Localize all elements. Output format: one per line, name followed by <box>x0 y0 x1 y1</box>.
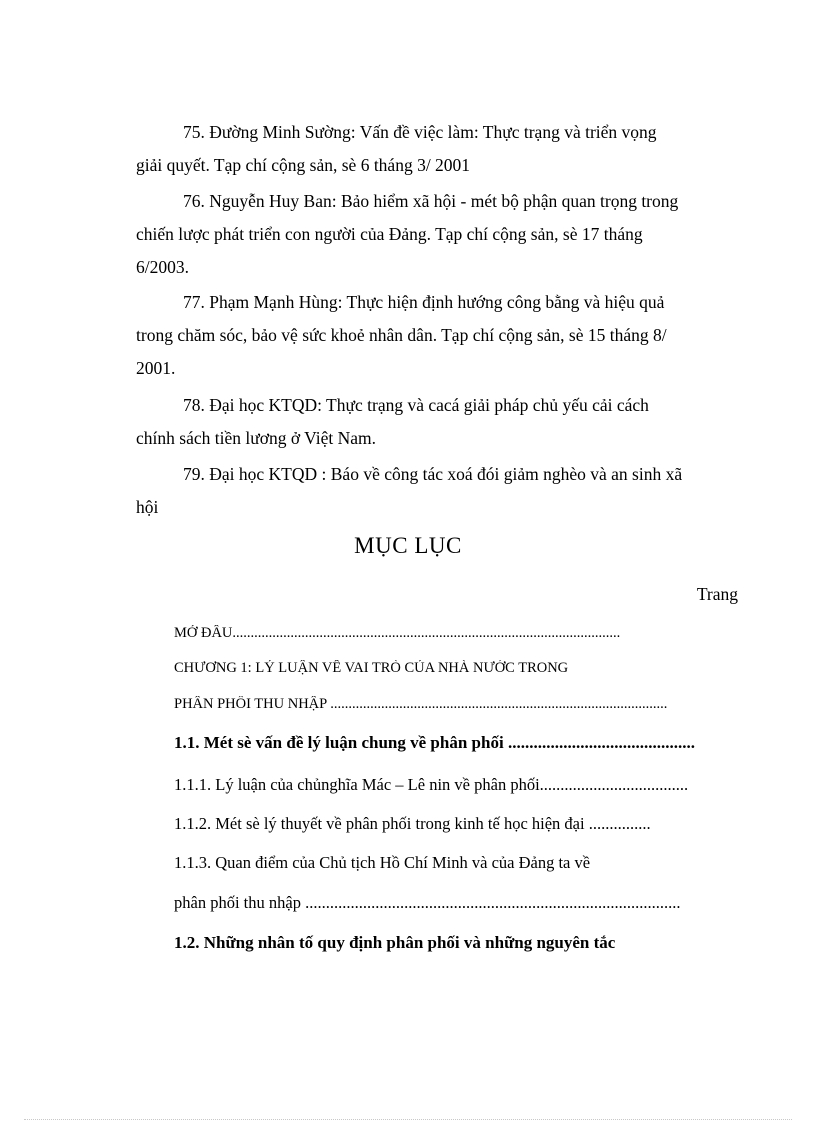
toc-leader-dots: ............................................ <box>503 733 695 752</box>
toc-leader-dots: .................................... <box>539 775 689 794</box>
page-bottom-divider <box>24 1119 792 1120</box>
toc-entry[interactable] <box>174 814 719 834</box>
reference-text: hội <box>136 497 159 517</box>
toc-entry-text: MỞ ĐẦU <box>174 625 233 641</box>
toc-leader-dots: ........................................................................................................... <box>232 625 621 641</box>
reference-text: 75. Đường Minh Sường: Vấn đề việc làm: Thực trạng và triển vọng <box>183 122 657 142</box>
toc-leader-dots: ........................................................................................... <box>305 893 681 912</box>
toc-entry[interactable] <box>174 660 719 677</box>
reference-79 <box>136 458 738 524</box>
reference-text: chiến lược phát triển con người của Đảng. Tạp chí cộng sản, sè 17 tháng <box>136 224 643 244</box>
toc-entry[interactable] <box>174 625 719 642</box>
reference-text: 2001. <box>136 358 176 378</box>
reference-text: 76. Nguyễn Huy Ban: Bảo hiểm xã hội - mét bộ phận quan trọng trong <box>183 191 679 211</box>
reference-75 <box>136 116 738 182</box>
toc-entry-text: 1.1.1. Lý luận của chủnghĩa Mác – Lê nin về phân phối <box>174 775 540 794</box>
toc-entry-text: 1.1.2. Mét sè lý thuyết về phân phối trong kinh tế học hiện đại <box>174 814 585 833</box>
toc-entry-text: 1.2. Những nhân tố quy định phân phối và những nguyên tắc <box>174 933 616 952</box>
toc-entry[interactable] <box>174 893 719 913</box>
reference-text: 78. Đại học KTQD: Thực trạng và cacá giải pháp chủ yếu cải cách <box>183 395 649 415</box>
toc-entry-text: 1.1. Mét sè vấn đề lý luận chung về phân phối <box>174 733 504 752</box>
toc-entry[interactable] <box>174 696 719 713</box>
reference-text: 77. Phạm Mạnh Hùng: Thực hiện định hướng công bằng và hiệu quả <box>183 292 665 312</box>
reference-text: giải quyết. Tạp chí cộng sản, sè 6 tháng 3/ 2001 <box>136 155 471 175</box>
toc-entry[interactable] <box>174 853 719 873</box>
reference-76 <box>136 185 738 284</box>
toc-entry-text: CHƯƠNG 1: LÝ LUẬN VỀ VAI TRÒ CỦA NHÀ NƯỚC TRONG <box>174 660 569 676</box>
toc-entry-text: phân phối thu nhập <box>174 893 306 912</box>
reference-text: trong chăm sóc, bảo vệ sức khoẻ nhân dân. Tạp chí cộng sản, sè 15 tháng 8/ <box>136 325 667 345</box>
toc-entry[interactable] <box>174 933 719 953</box>
toc-leader-dots: ............................................................................................. <box>330 696 668 712</box>
toc-entry-text: 1.1.3. Quan điểm của Chủ tịch Hồ Chí Minh và của Đảng ta về <box>174 853 591 872</box>
reference-78 <box>136 389 738 455</box>
toc-entry[interactable] <box>174 775 719 795</box>
reference-77 <box>136 286 738 385</box>
toc-leader-dots: ............... <box>584 814 651 833</box>
reference-text: 79. Đại học KTQD : Báo về công tác xoá đói giảm nghèo và an sinh xã <box>183 464 683 484</box>
page-column-label: Trang <box>696 584 738 604</box>
reference-text: 6/2003. <box>136 257 189 277</box>
toc-entry[interactable] <box>174 733 719 753</box>
reference-text: chính sách tiền lương ở Việt Nam. <box>136 428 376 448</box>
toc-entry-text: PHÂN PHỐI THU NHẬP <box>174 696 331 712</box>
toc-title: MỤC LỤC <box>354 533 462 558</box>
